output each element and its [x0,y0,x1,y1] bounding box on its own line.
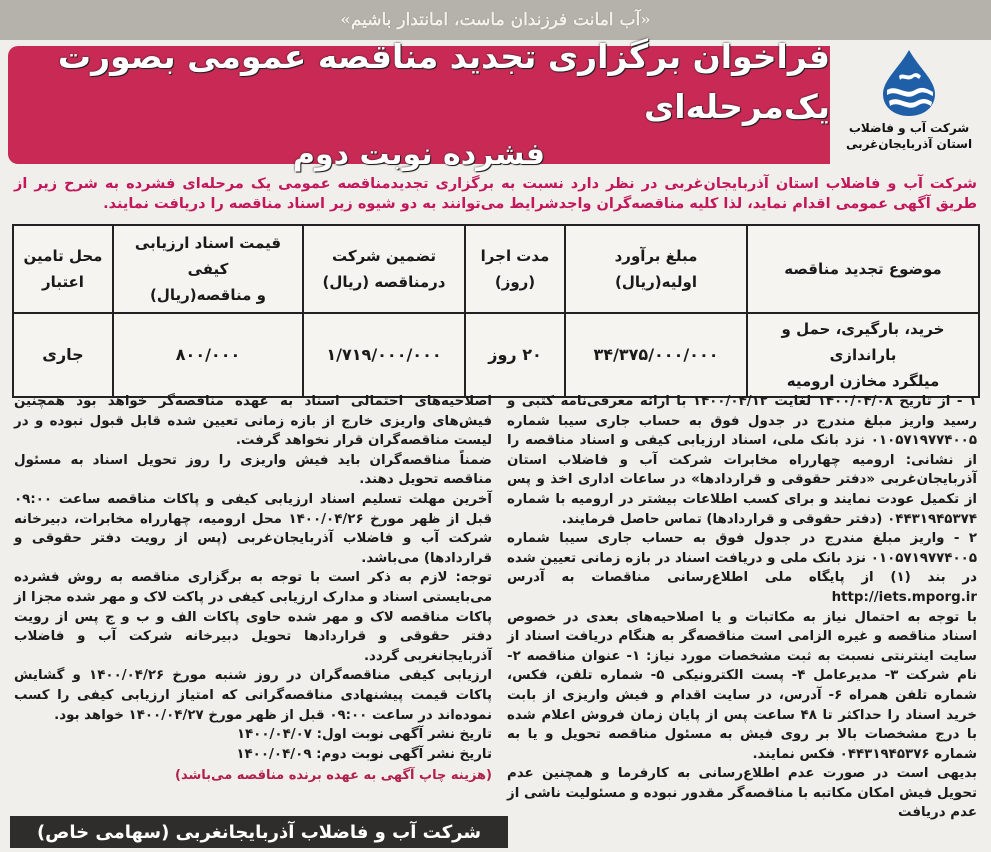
footer-company-bar [10,816,508,848]
publish-date-first: تاریخ نشر آگهی نوبت اول: ۱۴۰۰/۰۴/۰۷ [236,727,492,743]
water-drop-logo-icon [869,46,949,118]
cell-guarantee: ۱/۷۱۹/۰۰۰/۰۰۰ [303,313,465,397]
left-paragraph-4: توجه: لازم به ذکر است با توجه به برگزاری مناقصه به روش فشرده می‌بایستی اسناد و مدارک ارزیابی کیفی در پاکت لاک و مهر شده مجزا از پاکات مناقصه لاک و مهر شده حاوی پاکات الف و ب و ج پس از رویت دفتر حقوقی و قراردادها تحویل دبیرخانه شرکت آب و فاضلاب آذربایجانغربی گردد. [14,570,492,664]
header-doc-price: قیمت اسناد ارزیابی کیفی و مناقصه(ریال) [113,225,303,313]
cell-duration: ۲۰ روز [465,313,565,397]
header-subject: موضوع تجدید مناقصه [747,225,979,313]
tender-table [12,224,980,398]
right-column-text [507,392,978,821]
cell-doc-price: ۸۰۰/۰۰۰ [113,313,303,397]
cell-subject: خرید، بارگیری، حمل و باراندازی میلگرد مخازن ارومیه [747,313,979,397]
title-line-2: فشرده نوبت دوم [293,137,545,172]
logo-caption-line-1: شرکت آب و فاضلاب [848,121,970,135]
logo-caption-line-2: استان آذربایجان‌غربی [845,137,973,151]
table-row [13,313,979,397]
title-line-1: فراخوان برگزاری تجدید مناقصه عمومی بصورت یک‌مرحله‌ای [57,37,830,126]
motto-text: «آب امانت فرزندان ماست، امانتدار باشیم» [340,10,651,30]
left-paragraph-2: ضمناً مناقصه‌گران باید فیش واریزی را روز تحویل اسناد به مسئول مناقصه تحویل دهند. [14,452,492,488]
logo-caption [846,120,972,152]
cell-estimate: ۳۴/۳۷۵/۰۰۰/۰۰۰ [565,313,747,397]
header-funding-source: محل تامین اعتبار [13,225,113,313]
right-paragraph-3: با توجه به احتمال نیاز به مکاتبات و یا اصلاحیه‌های بعدی در خصوص اسناد مناقصه و غیره الزامی است مناقصه‌گر به هنگام دریافت اسناد از سایت اینترنتی نسبت به ثبت مشخصات مورد نیاز: ۱- عنوان مناقصه ۲- نام شرکت ۳- مدیرعامل ۴- پست الکترونیکی ۵- شماره تلفن، فکس، شماره تلفن همراه ۶- آدرس، در سایت اقدام و فیش واریزی از بابت خرید اسناد را حداکثر تا ۴۸ ساعت پس از پایان زمان فروش اعلام شده با درج مشخصات بالا بر روی فیش به مسئول مناقصه تحویل و یا به شماره ۰۴۴۳۱۹۴۵۳۷۶ فکس نمایند. [507,609,978,762]
right-paragraph-4: بدیهی است در صورت عدم اطلاع‌رسانی به کارفرما و همچنین عدم تحویل فیش امکان مکاتبه با مناقصه‌گر مقدور نبوده و مسئولیت ناشی از عدم دریافت [507,766,977,821]
left-paragraph-5: ارزیابی کیفی مناقصه‌گران در روز شنبه مورخ ۱۴۰۰/۰۴/۲۶ و گشایش پاکات قیمت پیشنهادی مناقصه‌گرانی که امتیاز ارزیابی کیفی را کسب نموده‌اند در ساعت ۰۹:۰۰ قبل از ظهر مورخ ۱۴۰۰/۰۴/۲۷ خواهد بود. [14,668,492,723]
intro-paragraph: شرکت آب و فاضلاب استان آذربایجان‌غربی در نظر دارد نسبت به برگزاری تجدیدمناقصه عمومی یک مرحله‌ای فشرده به شرح زیر از طریق آگهی عمومی اقدام نماید، لذا کلیه مناقصه‌گران واجدشرایط می‌توانند به دو شیوه زیر اسناد مناقصه را دریافت نمایند. [14,176,977,212]
cell-funding-source: جاری [13,313,113,397]
footer-company-name: شرکت آب و فاضلاب آذربایجانغربی (سهامی خاص) [36,821,482,843]
right-paragraph-1: ۱ - از تاریخ ۱۴۰۰/۰۴/۰۸ لغایت ۱۴۰۰/۰۴/۱۲ با ارائه معرفی‌نامه کتبی و رسید واریز مبلغ مندرج در جدول فوق به حساب جاری سیبا شماره ۰۱۰۵۷۱۹۷۷۴۰۰۵ نزد بانک ملی، اسناد ارزیابی کیفی و اسناد مناقصه را از نشانی: ارومیه چهارراه مخابرات شرکت آب و فاضلاب استان آذربایجان‌غربی «دفتر حقوقی و قراردادها» در ساعات اداری اخذ و پس از تکمیل عودت نمایند و برای کسب اطلاعات بیشتر در ارومیه با شماره ۰۴۴۳۱۹۴۵۳۷۴ (دفتر حقوقی و قراردادها) تماس حاصل فرمایند. [507,394,977,527]
company-logo [839,46,979,166]
table-header-row [13,225,979,313]
title-banner [8,37,830,172]
left-paragraph-1: اصلاحیه‌های احتمالی اسناد به عهده مناقصه‌گر خواهد بود همچنین فیش‌های واریزی خارج از بازه زمانی تعیین شده قابل قبول نبوده و در لیست مناقصه‌گران قرار نخواهد گرفت. [14,394,492,449]
header-duration: مدت اجرا (روز) [465,225,565,313]
left-paragraph-3: آخرین مهلت تسلیم اسناد ارزیابی کیفی و پاکات مناقصه ساعت ۰۹:۰۰ قبل از ظهر مورخ ۱۴۰۰/۰۴/۲۶ محل ارومیه، چهارراه مخابرات، دبیرخانه شرکت آب و فاضلاب آذربایجان‌غربی (پس از رویت دفتر حقوقی و قراردادها) می‌باشد. [14,491,492,566]
left-column-text [14,392,492,812]
right-paragraph-2: ۲ - واریز مبلغ مندرج در جدول فوق به حساب جاری سیبا شماره ۰۱۰۵۷۱۹۷۷۴۰۰۵ نزد بانک ملی و دریافت اسناد در بازه زمانی تعیین شده در بند (۱) از پایگاه ملی اطلاع‌رسانی مناقصات به آدرس http://iets.mporg.ir [507,531,977,605]
print-cost-note: (هزینه چاپ آگهی به عهده برنده مناقصه می‌باشد) [175,768,492,784]
publish-date-second: تاریخ نشر آگهی نوبت دوم: ۱۴۰۰/۰۴/۰۹ [236,746,492,762]
header-guarantee: تضمین شرکت درمناقصه (ریال) [303,225,465,313]
header-estimate: مبلغ برآورد اولیه(ریال) [565,225,747,313]
